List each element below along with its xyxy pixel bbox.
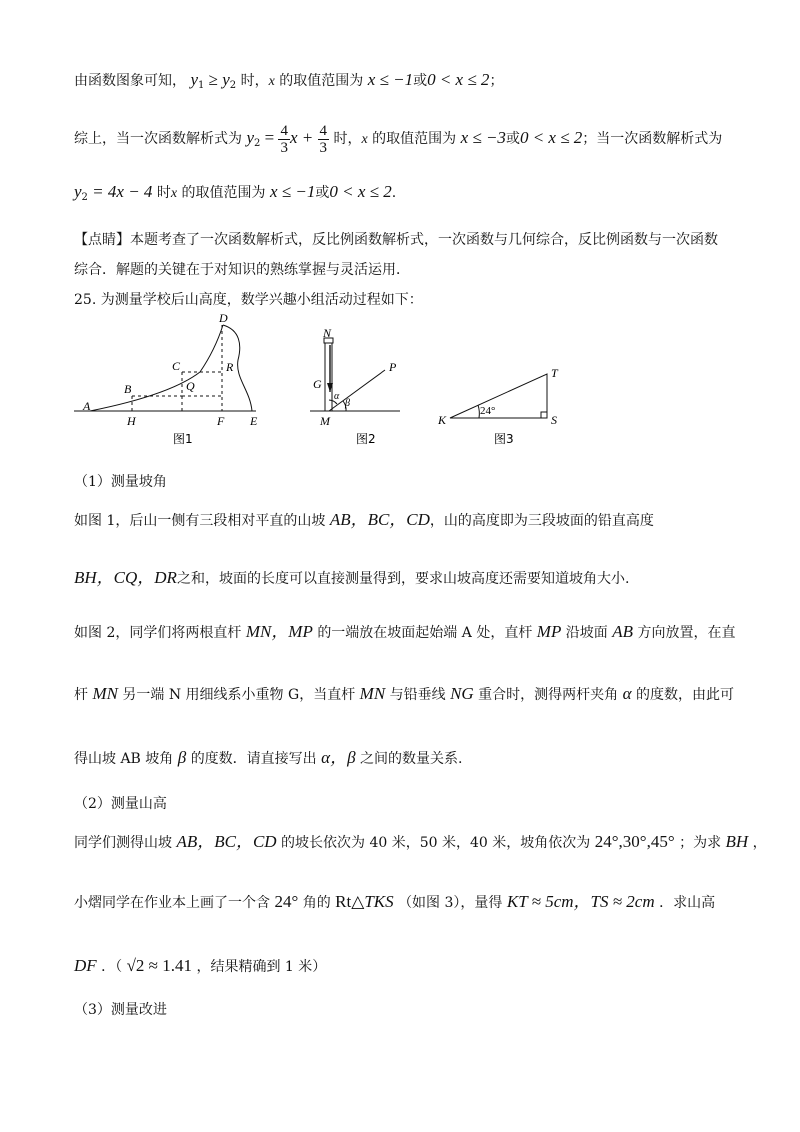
math-expr: BH，CQ，DR (74, 568, 177, 587)
text: ．求山高 (659, 895, 716, 911)
math-op: = (260, 128, 279, 147)
label-24deg: 24° (480, 405, 496, 417)
problem-intro: 25. 为测量学校后山高度，数学兴趣小组活动过程如下： (74, 292, 423, 308)
math-expr: 24° (274, 892, 299, 911)
label-Q: Q (186, 379, 195, 393)
math-expr: AB (612, 622, 634, 641)
math-expr: TKS (364, 892, 394, 911)
label-C: C (172, 359, 181, 373)
math-expr: AB，BC，CD (329, 510, 430, 529)
label-beta: β (345, 398, 350, 409)
section-2-heading: （2）测量山高 (74, 796, 167, 812)
para-1-line-1 (74, 510, 654, 531)
math-expr: 0 < x ≤ 2 (427, 70, 490, 89)
text: 得山坡 AB 坡角 (74, 751, 174, 767)
subscript: 2 (229, 80, 237, 91)
math-expr: NG (450, 684, 474, 703)
math-var: y (246, 128, 254, 147)
solution-line-3 (74, 182, 396, 208)
para-3-line-1 (74, 832, 767, 853)
math-expr: AB，BC，CD (176, 832, 277, 851)
label-B: B (124, 382, 132, 396)
text: 与铅垂线 (389, 687, 446, 703)
para-2-line-3 (74, 748, 462, 769)
text: 或 (413, 73, 428, 89)
math-expr: 0 < x ≤ 2 (329, 182, 392, 201)
math-expr: MN (359, 684, 386, 703)
text: 重合时，测得两杆夹角 (478, 687, 619, 703)
comment-line-1: 【点睛】本题考查了一次函数解析式，反比例函数解析式，一次函数与几何综合，反比例函数与一次函数 (74, 232, 718, 248)
text: 时 (156, 185, 171, 201)
text: 方向放置，在直 (637, 625, 736, 641)
text: 小熠同学在作业本上画了一个含 (74, 895, 270, 911)
math-op: ≥ (204, 70, 223, 89)
denominator: 3 (280, 139, 288, 156)
para-3-line-2 (74, 892, 715, 913)
label-alpha: α (334, 391, 340, 402)
text: 如图 2，同学们将两根直杆 (74, 625, 242, 641)
solution-line-1 (74, 70, 503, 96)
math-expr: 0 < x ≤ 2 (519, 128, 583, 147)
section-3-heading: （3）测量改进 (74, 1002, 167, 1018)
fraction (318, 123, 330, 156)
label-H: H (127, 414, 136, 428)
math-expr: BH (725, 832, 749, 851)
math-expr: MN，MP (245, 622, 313, 641)
math-var: y (74, 182, 82, 201)
text: 时， (333, 131, 362, 147)
caption-fig2: 图2 (356, 432, 376, 446)
numerator: 4 (319, 122, 327, 139)
math-expr: KT ≈ 5cm，TS ≈ 2cm (506, 892, 655, 911)
text: 综上，当一次函数解析式为 (74, 131, 242, 147)
text: ；为求 (679, 835, 722, 851)
text: 杆 (74, 687, 88, 703)
text: 的一端放在坡面起始端 A 处，直杆 (317, 625, 533, 641)
denominator: 3 (319, 139, 327, 156)
math-expr: x + (289, 128, 318, 147)
comment-line-2: 综合．解题的关键在于对知识的熟练掌握与灵活运用． (74, 262, 410, 278)
math-expr: x ≤ −3 (460, 128, 506, 147)
slope-curve (90, 325, 223, 411)
math-expr: x ≤ −1 (367, 70, 414, 89)
triangle-TKS (450, 374, 547, 418)
text: 沿坡面 (565, 625, 608, 641)
math-var: x (268, 74, 275, 89)
text: 的度数，由此可 (635, 687, 734, 703)
math-var: α (622, 684, 632, 703)
label-E: E (250, 414, 258, 428)
math-expr: α，β (321, 748, 356, 767)
para-2-line-2 (74, 684, 734, 705)
label-S: S (551, 413, 557, 427)
text: ．（ (101, 959, 123, 975)
label-A: A (83, 399, 91, 413)
text: ； (489, 73, 504, 89)
text: ；当一次函数解析式为 (582, 131, 723, 147)
para-2-line-1 (74, 622, 735, 643)
label-N: N (323, 326, 332, 340)
text: . (391, 185, 397, 201)
para-1-line-2 (74, 568, 629, 589)
math-var: β (177, 748, 187, 767)
text: 角的 (302, 895, 331, 911)
text: ，结果精确到 1 米） (196, 959, 327, 975)
section-1-heading: （1）测量坡角 (74, 474, 167, 490)
solution-line-2 (74, 118, 722, 164)
math-expr: MN (92, 684, 118, 703)
figure-2 (310, 338, 400, 411)
text: 或 (315, 185, 330, 201)
text: 同学们测得山坡 (74, 835, 172, 851)
text: （如图 3），量得 (398, 895, 503, 911)
text: 或 (505, 131, 520, 147)
numerator: 4 (280, 122, 288, 139)
math-expr: MP (536, 622, 562, 641)
text: 的取值范围为 (177, 185, 266, 201)
math-expr: √2 ≈ 1.41 (126, 956, 192, 975)
label-T: T (551, 366, 558, 380)
figure-3 (450, 374, 547, 418)
text: 如图 1，后山一侧有三段相对平直的山坡 (74, 513, 326, 529)
text: 的取值范围为 (274, 73, 364, 89)
math-var: y (222, 70, 230, 89)
text: 时， (240, 73, 269, 89)
math-var: x (170, 186, 178, 201)
text: 由函数图象可知， (74, 73, 186, 89)
subscript: 2 (254, 138, 261, 149)
label-M: M (320, 414, 330, 428)
text: 另一端 N 用细线系小重物 G，当直杆 (122, 687, 356, 703)
fraction (278, 123, 290, 156)
math-expr: Rt△ (335, 892, 365, 911)
text: 的取值范围为 (367, 131, 457, 147)
label-K: K (438, 413, 447, 427)
caption-fig3: 图3 (494, 432, 514, 446)
text: 之和，坡面的长度可以直接测量得到，要求山坡高度还需要知道坡角大小. (176, 571, 630, 587)
text: ，山的高度即为三段坡面的铅直高度 (429, 513, 654, 529)
subscript: 1 (198, 80, 205, 91)
label-F: F (217, 414, 225, 428)
label-D: D (219, 311, 228, 325)
label-P: P (389, 360, 397, 374)
label-G: G (313, 377, 322, 391)
text: 的坡长依次为 40 米，50 米，40 米，坡角依次为 (281, 835, 591, 851)
subscript: 2 (81, 192, 88, 203)
text: 之间的数量关系. (359, 751, 463, 767)
text: ， (752, 835, 767, 851)
math-expr: 24°,30°,45° (594, 832, 675, 851)
para-3-line-3 (74, 956, 326, 977)
caption-fig1: 图1 (173, 432, 193, 446)
figures (0, 308, 800, 458)
math-var: x (361, 132, 368, 147)
text: 的度数．请直接写出 (190, 751, 317, 767)
label-R: R (226, 360, 234, 374)
math-expr: = 4x − 4 (87, 182, 153, 201)
right-angle-mark (541, 412, 547, 418)
math-expr: x ≤ −1 (270, 182, 316, 201)
math-var: y (190, 70, 198, 89)
math-expr: DF (74, 956, 97, 975)
